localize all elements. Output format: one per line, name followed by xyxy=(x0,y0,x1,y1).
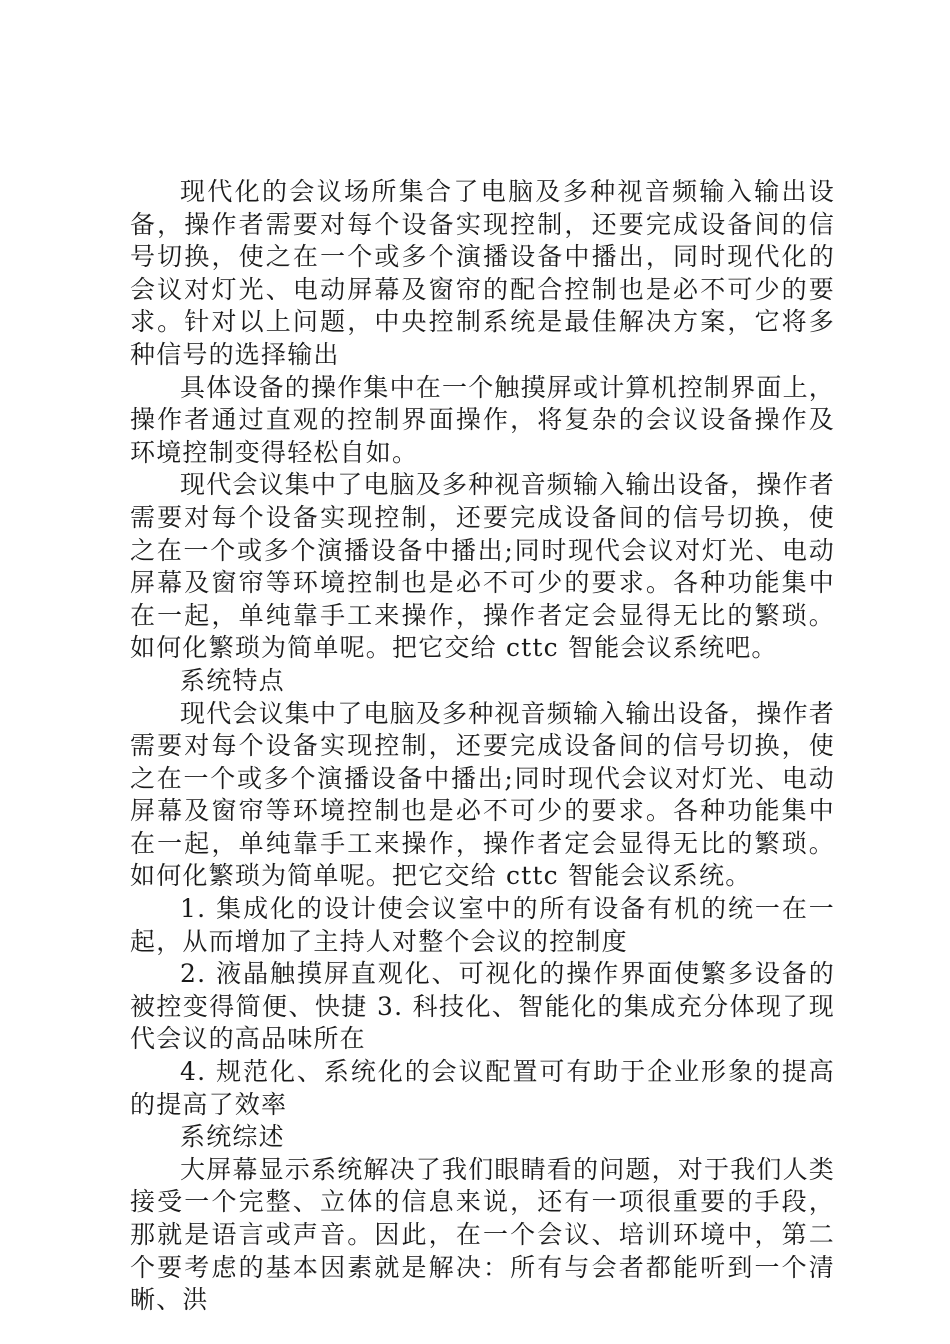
paragraph-features-body: 现代会议集中了电脑及多种视音频输入输出设备，操作者需要对每个设备实现控制，还要完成设备间的信号切换，使之在一个或多个演播设备中播出;同时现代会议对灯光、电动屏幕及窗帘等环境控制也是必不可少的要求。各种功能集中在一起，单纯靠手工来操作，操作者定会显得无比的繁琐。如何化繁琐为简单呢。把它交给 cttc 智能会议系统。 xyxy=(130,698,836,891)
paragraph-intro: 现代化的会议场所集合了电脑及多种视音频输入输出设备，操作者需要对每个设备实现控制，还要完成设备间的信号切换，使之在一个或多个演播设备中播出，同时现代化的会议对灯光、电动屏幕及窗帘的配合控制也是必不可少的要求。针对以上问题，中央控制系统是最佳解决方案，它将多种信号的选择输出 xyxy=(130,177,835,369)
list-item-1: 1. 集成化的设计使会议室中的所有设备有机的统一在一起，从而增加了主持人对整个会议的控制度 xyxy=(130,894,835,956)
document-body xyxy=(130,176,835,1317)
section-heading-overview: 系统综述 xyxy=(180,1122,285,1152)
paragraph-modern-meeting: 现代会议集中了电脑及多种视音频输入输出设备，操作者需要对每个设备实现控制，还要完成设备间的信号切换，使之在一个或多个演播设备中播出;同时现代会议对灯光、电动屏幕及窗帘等环境控制也是必不可少的要求。各种功能集中在一起，单纯靠手工来操作，操作者定会显得无比的繁琐。如何化繁琐为简单呢。把它交给 cttc 智能会议系统吧。 xyxy=(130,470,836,663)
list-item-2-3: 2. 液晶触摸屏直观化、可视化的操作界面使繁多设备的被控变得简便、快捷 3. 科技化、智能化的集成充分体现了现代会议的高品味所在 xyxy=(130,959,835,1054)
paragraph-overview-body: 大屏幕显示系统解决了我们眼睛看的问题，对于我们人类接受一个完整、立体的信息来说，还有一项很重要的手段，那就是语言或声音。因此，在一个会议、培训环境中，第二个要考虑的基本因素就是解决：所有与会者都能听到一个清晰、洪 xyxy=(130,1154,836,1315)
paragraph-control-interface: 具体设备的操作集中在一个触摸屏或计算机控制界面上，操作者通过直观的控制界面操作，将复杂的会议设备操作及环境控制变得轻松自如。 xyxy=(130,372,836,467)
section-heading-features: 系统特点 xyxy=(180,665,285,695)
list-item-4: 4. 规范化、系统化的会议配置可有助于企业形象的提高的提高了效率 xyxy=(130,1057,835,1119)
